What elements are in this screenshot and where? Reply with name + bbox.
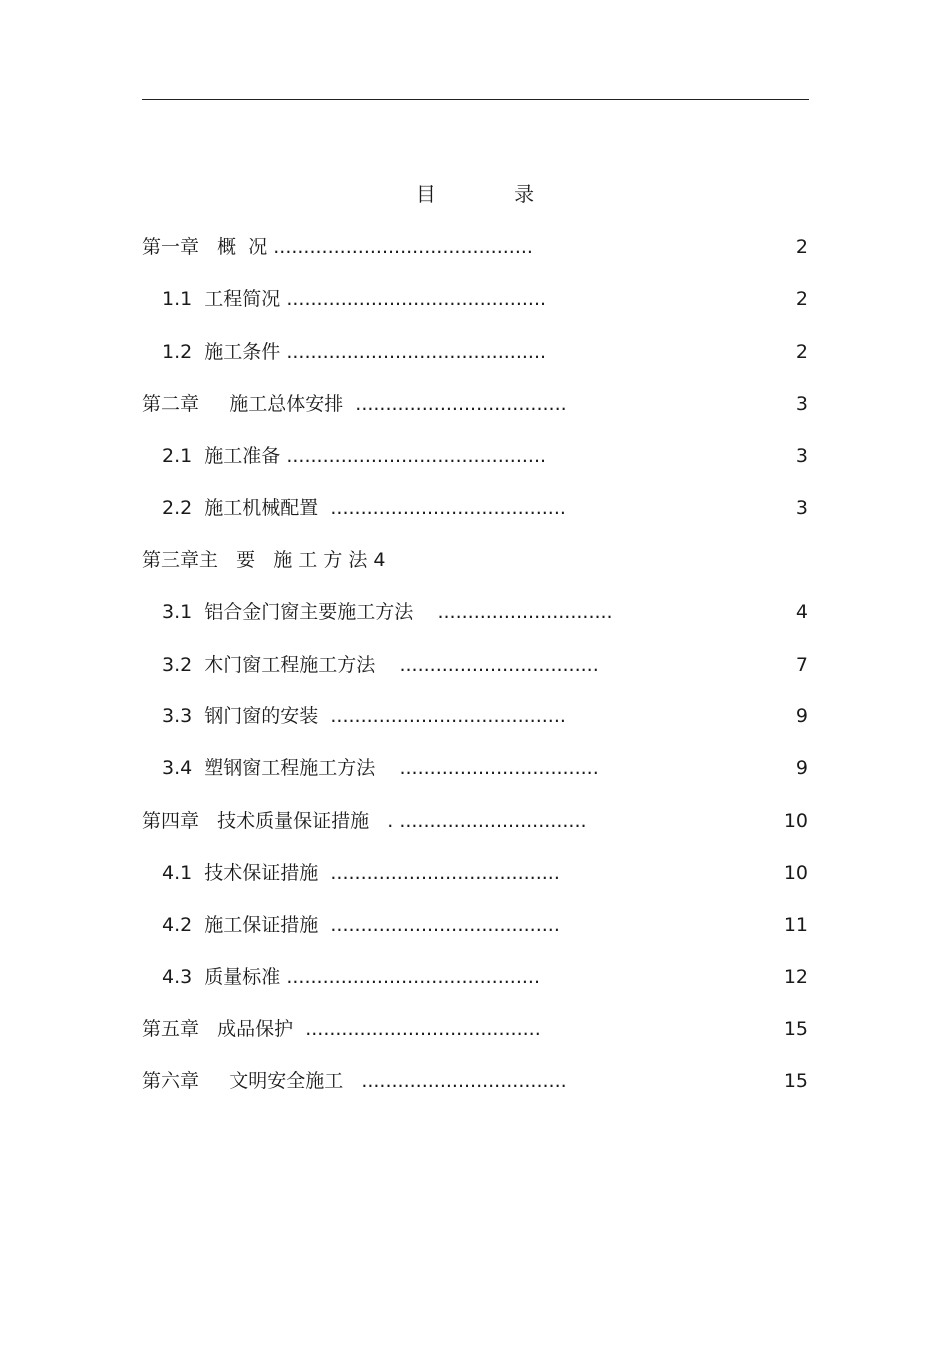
toc-entry[interactable] xyxy=(162,703,808,729)
toc-entry-text: 3.4 塑钢窗工程施工方法 ................................. xyxy=(162,757,599,779)
toc-entry-text: 第二章 施工总体安排 ................................... xyxy=(142,393,567,415)
toc-entry-page: 2 xyxy=(795,288,808,310)
toc-entry-page: 4 xyxy=(795,601,808,623)
toc-entry-text: 1.1 工程简况 ........................................... xyxy=(162,288,547,310)
toc-entry[interactable] xyxy=(142,234,808,260)
toc-entry-page: 7 xyxy=(795,654,808,676)
toc-entry-text: 2.2 施工机械配置 ....................................... xyxy=(162,497,566,519)
toc-entry[interactable] xyxy=(162,443,808,469)
toc-entry[interactable] xyxy=(162,652,808,678)
toc-entry[interactable] xyxy=(142,547,808,573)
toc-entry-page: 15 xyxy=(783,1070,808,1092)
toc-entry-page: 10 xyxy=(783,862,808,884)
toc-entry-text: 3.3 钢门窗的安装 ....................................... xyxy=(162,705,566,727)
toc-entry-text: 3.1 铝合金门窗主要施工方法 ............................. xyxy=(162,601,613,623)
toc-entry-page: 3 xyxy=(795,497,808,519)
toc-entry-text: 3.2 木门窗工程施工方法 ................................. xyxy=(162,654,599,676)
toc-entry-page: 9 xyxy=(795,705,808,727)
toc-entry-page: 2 xyxy=(795,341,808,363)
toc-entry[interactable] xyxy=(162,964,808,990)
toc-entry[interactable] xyxy=(162,495,808,521)
toc-entry[interactable] xyxy=(162,599,808,625)
toc-entry-text: 1.2 施工条件 ........................................... xyxy=(162,341,547,363)
toc-entry[interactable] xyxy=(162,860,808,886)
toc-entry-page: 2 xyxy=(795,236,808,258)
toc-entry-page: 3 xyxy=(795,393,808,415)
toc-entry[interactable] xyxy=(162,339,808,365)
toc-entry-page: 12 xyxy=(783,966,808,988)
toc-entry[interactable] xyxy=(142,391,808,417)
toc-entry-page: 10 xyxy=(783,810,808,832)
toc-entry-text: 2.1 施工准备 ........................................... xyxy=(162,445,547,467)
toc-entry-text: 第六章 文明安全施工 .................................. xyxy=(142,1070,567,1092)
toc-entry-text: 4.1 技术保证措施 ...................................... xyxy=(162,862,560,884)
toc-entry-text: 第一章 概 况 ........................................... xyxy=(142,236,533,258)
toc-entry[interactable] xyxy=(162,286,808,312)
toc-entry[interactable] xyxy=(162,755,808,781)
toc-entry-page: 15 xyxy=(783,1018,808,1040)
toc-title: 目 录 xyxy=(415,182,571,206)
toc-entry-page: 11 xyxy=(783,914,808,936)
toc-entry[interactable] xyxy=(142,1016,808,1042)
toc-entry-page: 3 xyxy=(795,445,808,467)
toc-entry-page: 9 xyxy=(795,757,808,779)
toc-entry-text: 第四章 技术质量保证措施 . ............................... xyxy=(142,810,587,832)
toc-entry-text: 第五章 成品保护 ....................................... xyxy=(142,1018,541,1040)
toc-entry-text: 第三章主 要 施 工 方 法 4 xyxy=(142,549,386,571)
toc-entry[interactable] xyxy=(142,1068,808,1094)
toc-entry[interactable] xyxy=(142,808,808,834)
toc-entry[interactable] xyxy=(162,912,808,938)
toc-entry-text: 4.2 施工保证措施 ...................................... xyxy=(162,914,560,936)
toc-entry-text: 4.3 质量标准 .......................................... xyxy=(162,966,540,988)
